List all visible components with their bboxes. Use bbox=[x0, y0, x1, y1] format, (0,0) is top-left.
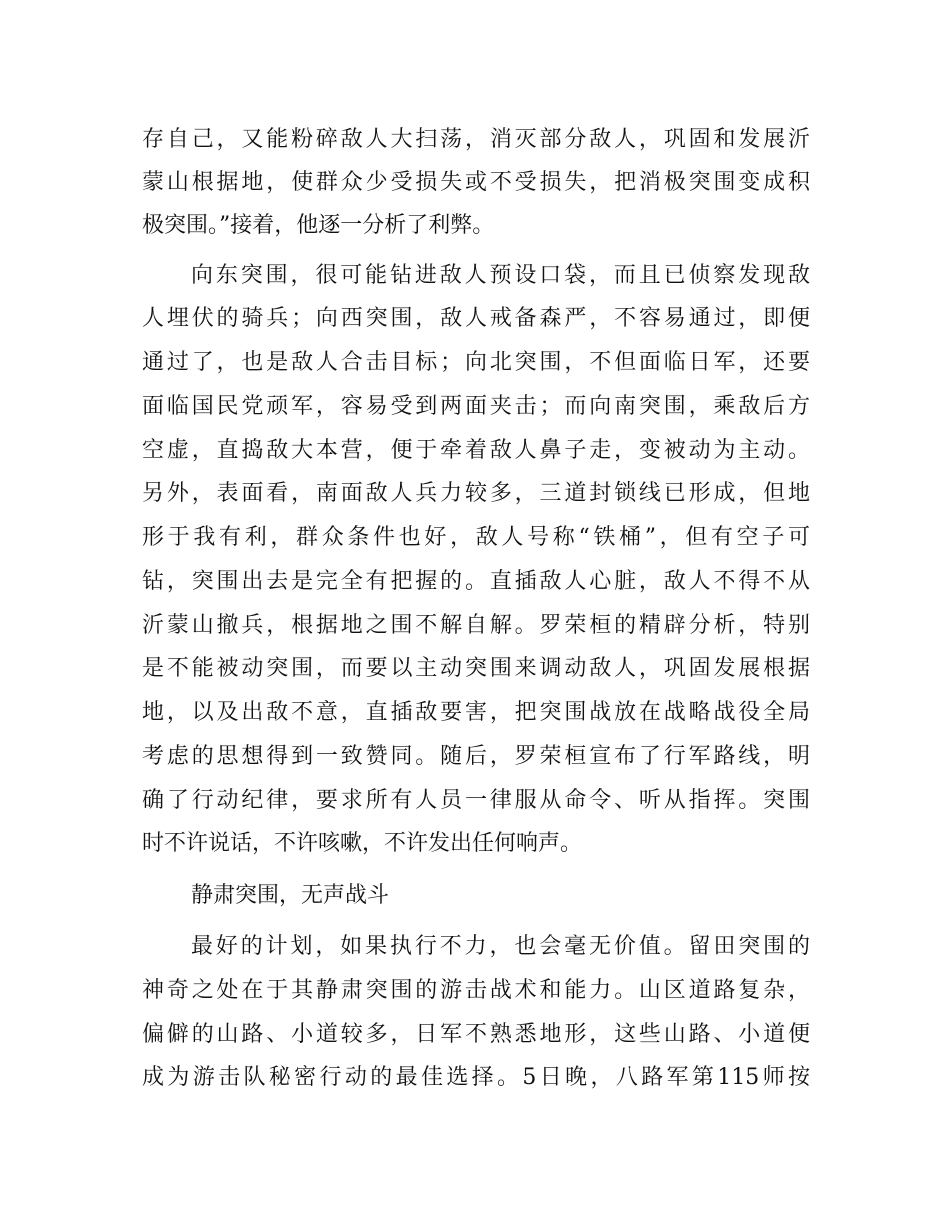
paragraph-2-line-8: 钻，突围出去是完全有把握的。直插敌人心脏，敌人不得不从 bbox=[142, 569, 810, 594]
paragraph-1-line-1: 存自己，又能粉碎敌人大扫荡，消灭部分敌人，巩固和发展沂 bbox=[142, 127, 810, 152]
paragraph-3-line-3: 偏僻的山路、小道较多，日军不熟悉地形，这些山路、小道便 bbox=[142, 1022, 810, 1047]
paragraph-2-line-2: 人埋伏的骑兵；向西突围，敌人戒备森严，不容易通过，即便 bbox=[142, 306, 810, 331]
paragraph-3-line-4: 成为游击队秘密行动的最佳选择。5日晚，八路军第115师按 bbox=[142, 1065, 810, 1090]
paragraph-2-line-6: 另外，表面看，南面敌人兵力较多，三道封锁线已形成，但地 bbox=[142, 481, 810, 506]
paragraph-1-line-3: 极突围。”接着，他逐一分析了利弊。 bbox=[142, 213, 495, 238]
paragraph-2-line-9: 沂蒙山撤兵，根据地之围不解自解。罗荣桓的精辟分析，特别 bbox=[142, 613, 810, 638]
paragraph-2-line-10: 是不能被动突围，而要以主动突围来调动敌人，巩固发展根据 bbox=[142, 656, 810, 681]
paragraph-2-line-3: 通过了，也是敌人合击目标；向北突围，不但面临日军，还要 bbox=[142, 350, 810, 375]
paragraph-2-line-4: 面临国民党顽军，容易受到两面夹击；而向南突围，乘敌后方 bbox=[142, 394, 810, 419]
paragraph-2-line-13: 确了行动纪律，要求所有人员一律服从命令、听从指挥。突围 bbox=[142, 788, 810, 813]
section-heading: 静肃突围，无声战斗 bbox=[191, 883, 390, 908]
paragraph-2-line-12: 考虑的思想得到一致赞同。随后，罗荣桓宣布了行军路线，明 bbox=[142, 744, 810, 769]
paragraph-2-line-14: 时不许说话，不许咳嗽，不许发出任何响声。 bbox=[142, 831, 583, 856]
paragraph-2-line-5: 空虚，直捣敌大本营，便于牵着敌人鼻子走，变被动为主动。 bbox=[142, 438, 810, 463]
paragraph-1-line-2: 蒙山根据地，使群众少受损失或不受损失，把消极突围变成积 bbox=[142, 170, 810, 195]
paragraph-2-line-1: 向东突围，很可能钻进敌人预设口袋，而且已侦察发现敌 bbox=[191, 263, 810, 288]
paragraph-3-line-2: 神奇之处在于其静肃突围的游击战术和能力。山区道路复杂， bbox=[142, 978, 810, 1003]
paragraph-3-line-1: 最好的计划，如果执行不力，也会毫无价值。留田突围的 bbox=[191, 934, 810, 959]
paragraph-2-line-11: 地，以及出敌不意，直插敌要害，把突围战放在战略战役全局 bbox=[142, 700, 810, 725]
paragraph-2-line-7: 形于我有利，群众条件也好，敌人号称“铁桶”，但有空子可 bbox=[142, 525, 810, 550]
